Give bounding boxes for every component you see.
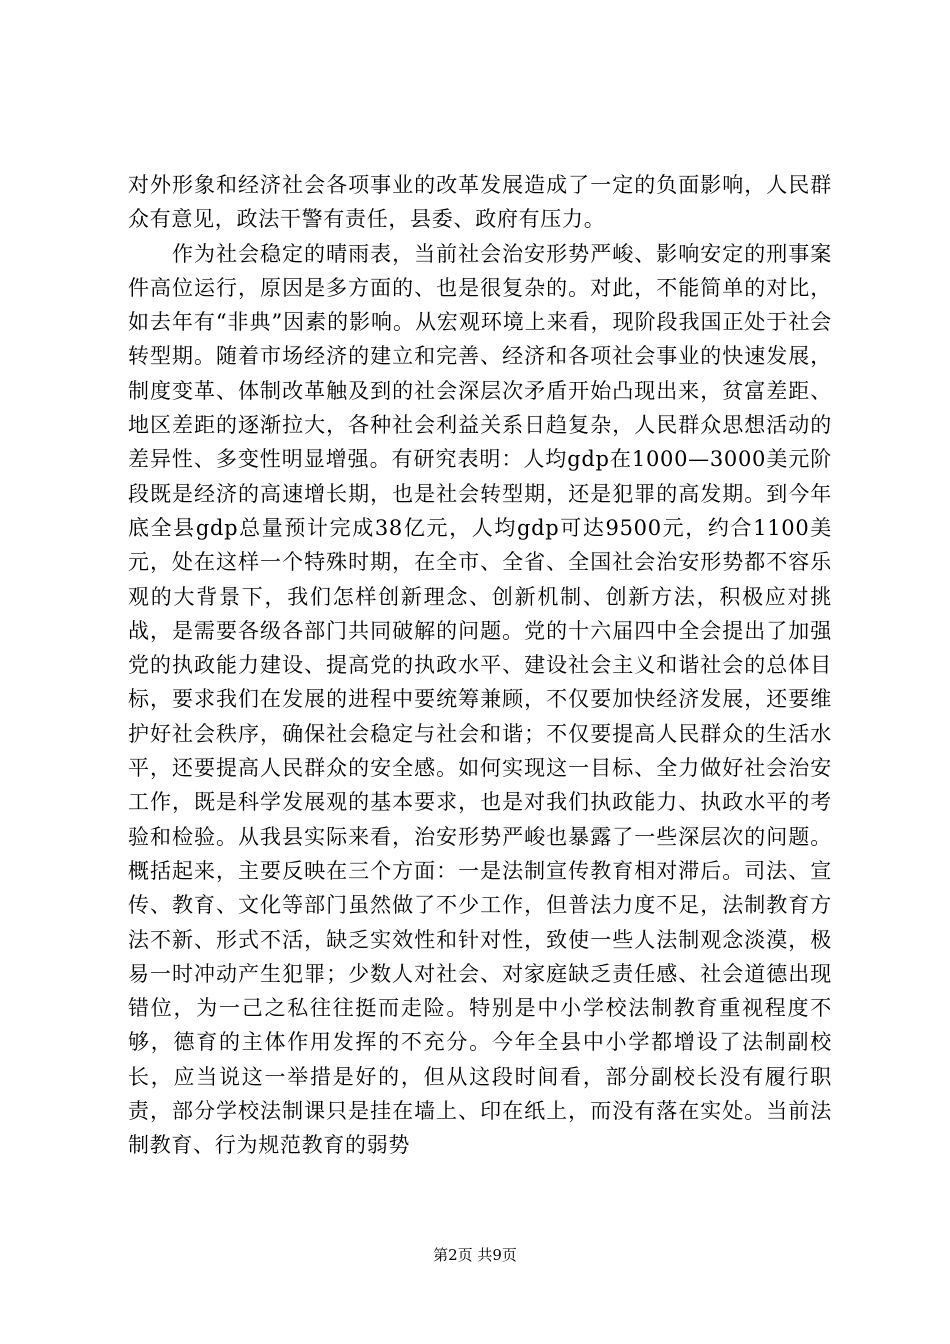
paragraph-continuation: 对外形象和经济社会各项事业的改革发展造成了一定的负面影响，人民群众有意见，政法干警有责任，县委、政府有压力。 (128, 173, 832, 232)
page-number-footer: 第2页 共9页 (433, 1246, 517, 1264)
paragraph-social-stability: 作为社会稳定的晴雨表，当前社会治安形势严峻、影响安定的刑事案件高位运行，原因是多方面的、也是很复杂的。对此，不能简单的对比，如去年有“非典”因素的影响。从宏观环境上来看，现阶段我国正处于社会转型期。随着市场经济的建立和完善、经济和各项社会事业的快速发展，制度变革、体制改革触及到的社会深层次矛盾开始凸现出来，贫富差距、地区差距的逐渐拉大，各种社会利益关系日趋复杂，人民群众思想活动的差异性、多变性明显增强。有研究表明：人均gdp在1000—3000美元阶段既是经济的高速增长期，也是社会转型期，还是犯罪的高发期。到今年底全县gdp总量预计完成38亿元，人均gdp可达9500元，约合1100美元，处在这样一个特殊时期，在全市、全省、全国社会治安形势都不容乐观的大背景下，我们怎样创新理念、创新机制、创新方法，积极应对挑战，是需要各级各部门共同破解的问题。党的十六届四中全会提出了加强党的执政能力建设、提高党的执政水平、建设社会主义和谐社会的总体目标，要求我们在发展的进程中要统筹兼顾，不仅要加快经济发展，还要维护好社会秩序，确保社会稳定与社会和谐；不仅要提高人民群众的生活水平，还要提高人民群众的安全感。如何实现这一目标、全力做好社会治安工作，既是科学发展观的基本要求，也是对我们执政能力、执政水平的考验和检验。从我县实际来看，治安形势严峻也暴露了一些深层次的问题。概括起来，主要反映在三个方面：一是法制宣传教育相对滞后。司法、宣传、教育、文化等部门虽然做了不少工作，但普法力度不足，法制教育方法不新、形式不活，缺乏实效性和针对性，致使一些人法制观念淡漠，极易一时冲动产生犯罪；少数人对社会、对家庭缺乏责任感、社会道德出现错位，为一己之私往往挺而走险。特别是中小学校法制教育重视程度不够，德育的主体作用发挥的不充分。今年全县中小学都增设了法制副校长，应当说这一举措是好的，但从这段时间看，部分副校长没有履行职责，部分学校法制课只是挂在墙上、印在纸上，而没有落在实处。当前法制教育、行为规范教育的弱势 (128, 241, 832, 1158)
document-body (128, 168, 832, 1163)
